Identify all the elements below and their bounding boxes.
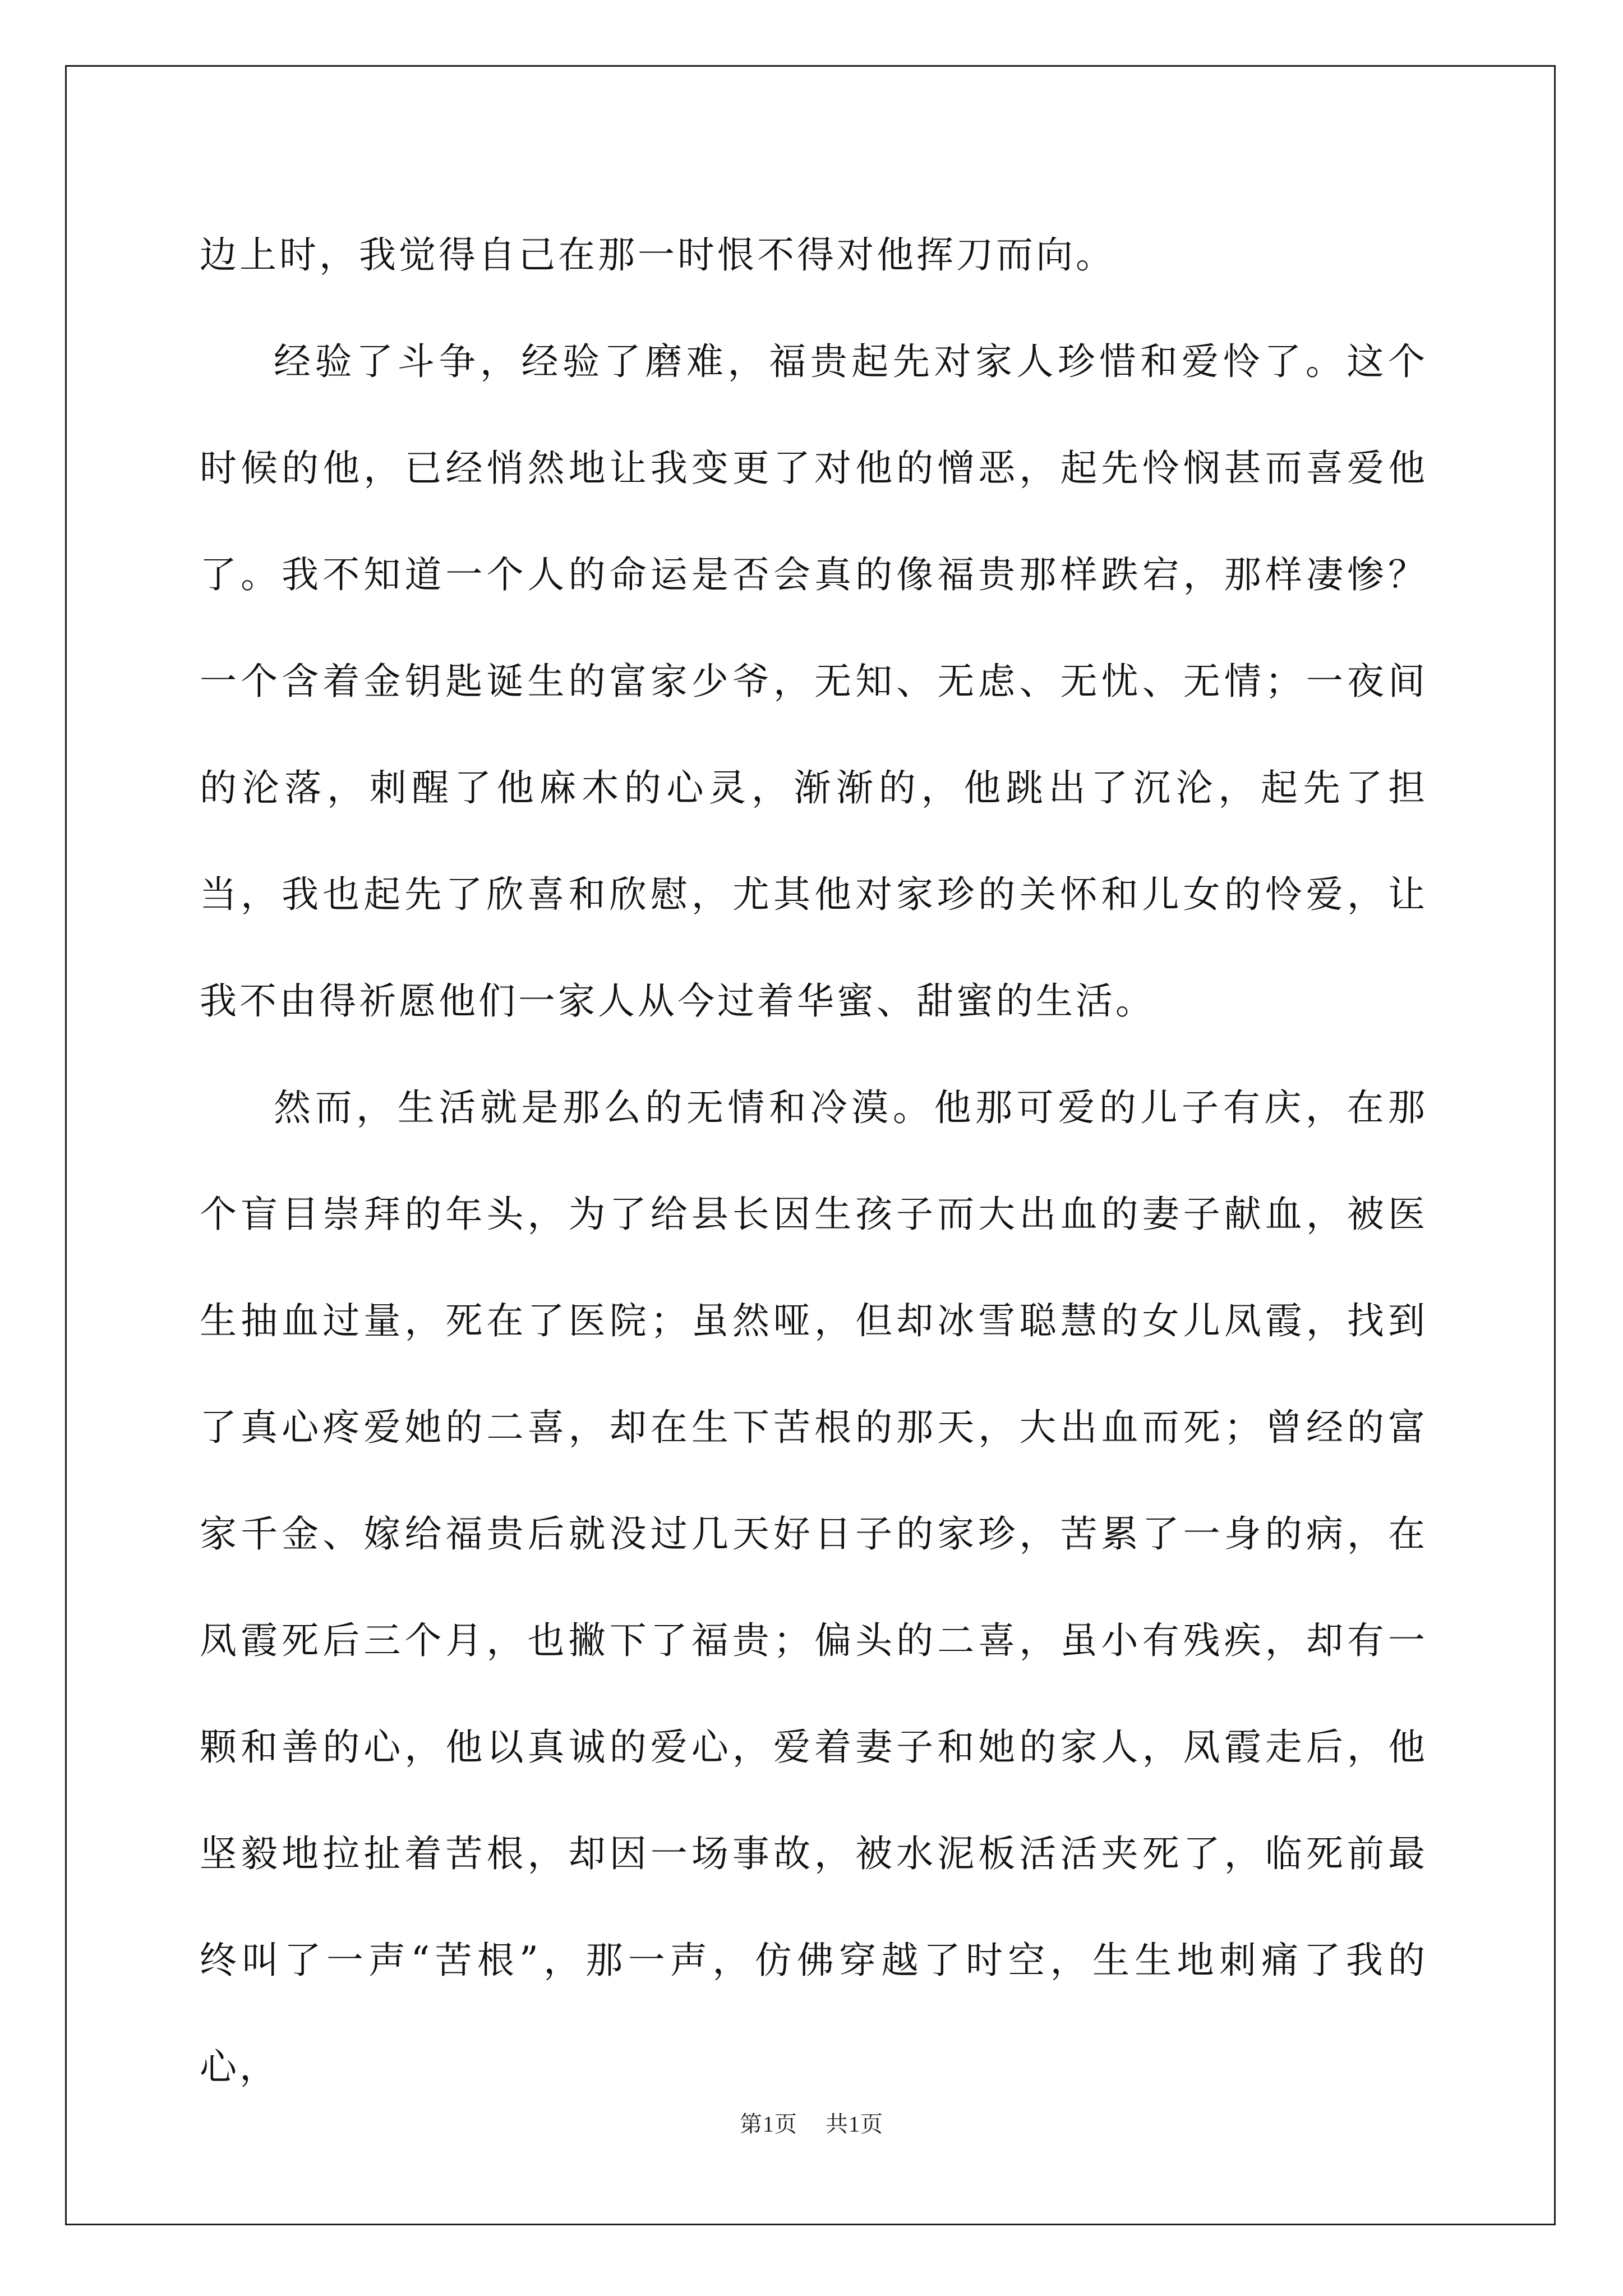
- paragraph-3: 然而，生活就是那么的无情和冷漠。他那可爱的儿子有庆，在那个盲目崇拜的年头，为了给县长因生孩子而大出血的妻子献血，被医生抽血过量，死在了医院；虽然哑，但却冰雪聪慧的女儿凤霞，找到了真心疼爱她的二喜，却在生下苦根的那天，大出血而死；曾经的富家千金、嫁给福贵后就没过几天好日子的家珍，苦累了一身的病，在凤霞死后三个月，也撇下了福贵；偏头的二喜，虽小有残疾，却有一颗和善的心，他以真诚的爱心，爱着妻子和她的家人，凤霞走后，他坚毅地拉扯着苦根，却因一场事故，被水泥板活活夹死了，临死前最终叫了一声“苦根”，那一声，仿佛穿越了时空，生生地刺痛了我的心，: [200, 1086, 1428, 2088]
- paragraph-2: 经验了斗争，经验了磨难，福贵起先对家人珍惜和爱怜了。这个时候的他，已经悄然地让我变更了对他的憎恶，起先怜悯甚而喜爱他了。我不知道一个人的命运是否会真的像福贵那样跌宕，那样凄惨？一个含着金钥匙诞生的富家少爷，无知、无虑、无忧、无情；一夜间的沦落，刺醒了他麻木的心灵，渐渐的，他跳出了沉沦，起先了担当，我也起先了欣喜和欣慰，尤其他对家珍的关怀和儿女的怜爱，让我不由得祈愿他们一家人从今过着华蜜、甜蜜的生活。: [200, 340, 1428, 1023]
- page-total: 共1页: [826, 2111, 883, 2137]
- document-body: [200, 202, 1428, 2120]
- paragraph-1: 边上时，我觉得自己在那一时恨不得对他挥刀而向。: [200, 233, 1115, 277]
- page-number: 第1页: [740, 2111, 797, 2137]
- page-footer: [0, 2106, 1623, 2138]
